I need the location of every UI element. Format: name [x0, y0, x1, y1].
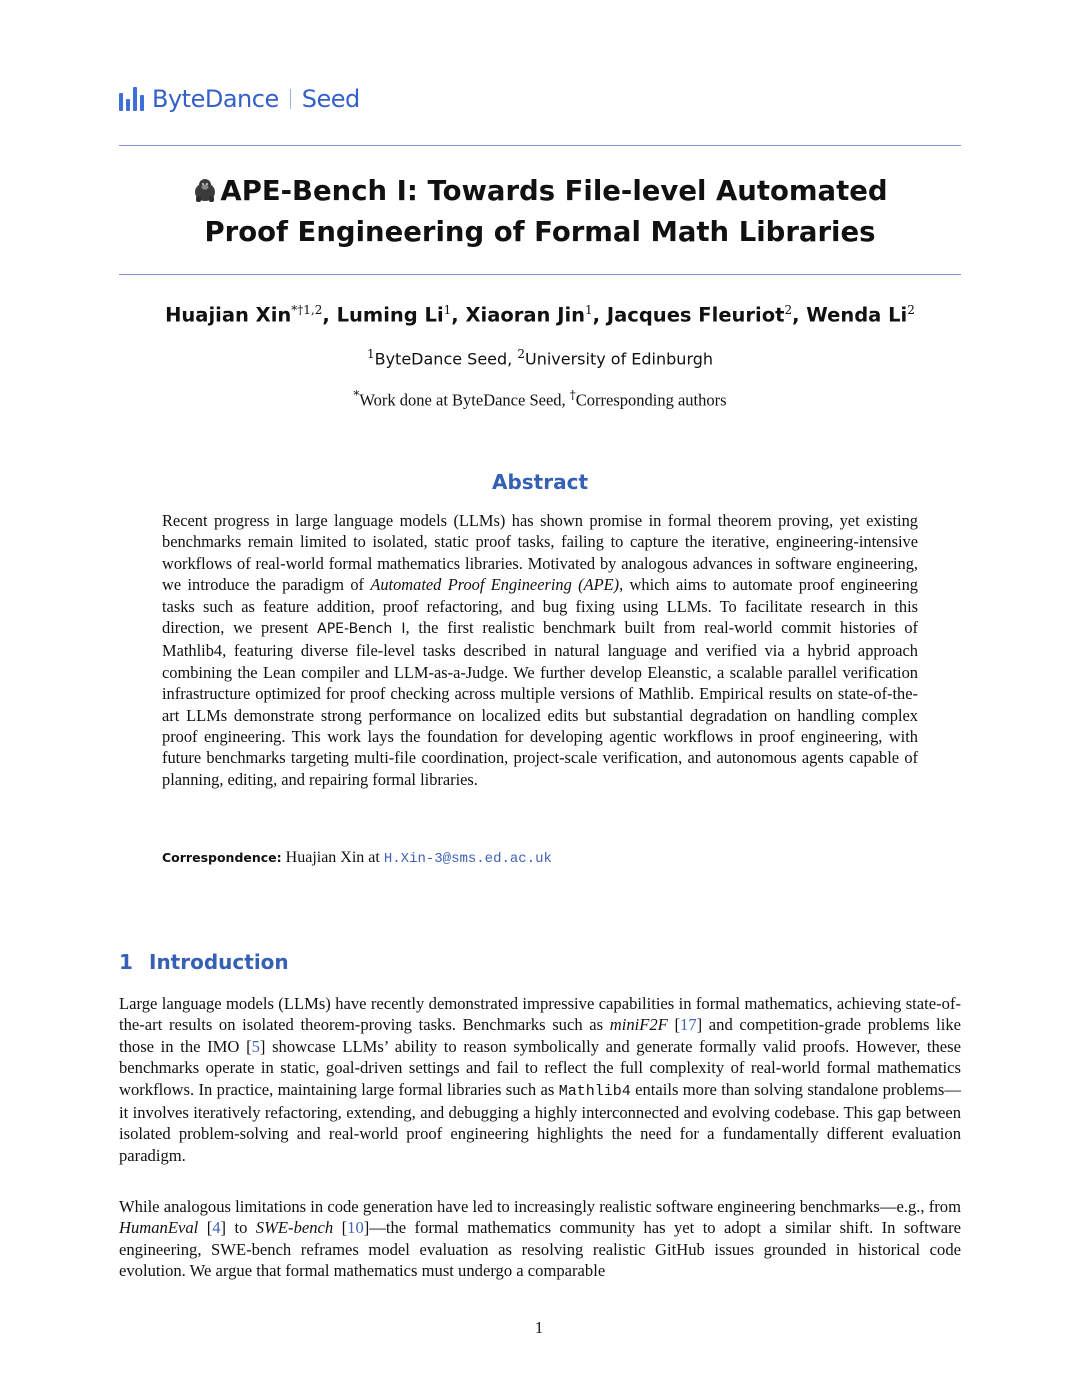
note-mark: *	[353, 388, 360, 402]
citation-link[interactable]: 4	[212, 1218, 221, 1238]
author-marks: 2	[907, 303, 915, 317]
author-name: Luming Li	[336, 303, 444, 327]
note-text: Work done at ByteDance Seed	[359, 390, 562, 410]
citation-link[interactable]: 17	[680, 1015, 697, 1035]
title-rule	[119, 274, 961, 275]
correspondence-email-link[interactable]: H.Xin-3@sms.ed.ac.uk	[383, 851, 552, 867]
code-text: Mathlib4	[558, 1082, 631, 1100]
author-marks: 2	[784, 303, 793, 317]
citation-link[interactable]: 10	[347, 1218, 364, 1238]
abstract-heading: Abstract	[491, 470, 589, 494]
author-marks: 1	[585, 303, 593, 317]
abstract-body	[162, 510, 918, 790]
section-heading	[119, 950, 289, 974]
body-paragraph: While analogous limitations in code generation have led to increasingly realistic software engineering benchmarks—e.g., from HumanEval [4] to SWE-bench [10]—the formal mathematics community has yet to adopt a similar shift. In software engineering, SWE-bench reframes model evaluation as resolving realistic GitHub issues grounded in historical code evolution. We argue that formal mathematics must undergo a comparable	[119, 1197, 961, 1281]
header-rule	[119, 145, 961, 146]
author-marks: 1	[443, 303, 452, 317]
title-line-1: APE-Bench I: Towards File-level Automated	[220, 175, 888, 207]
abstract-text: , the first realistic benchmark built from real-world commit histories of Mathlib4, featuring diverse file-level tasks described in natural language and verified via a hybrid approach combining the Lean compiler and LLM-as-a-Judge. We further develop Eleanstic, a scalable parallel verification infrastructure optimized for proof checking across multiple versions of Mathlib. Empirical results on state-of-the-art LLMs demonstrate strong performance on localized edits but substantial degradation on handling complex proof engineering. This work lays the foundation for developing agentic workflows in proof engineering, with future benchmarks targeting multi-file coordination, project-scale verification, and autonomous agents capable of planning, editing, and repairing formal libraries.	[162, 618, 918, 789]
logo-divider	[290, 89, 291, 109]
author-name: Huajian Xin	[165, 303, 292, 327]
author-name: Jacques Fleuriot	[606, 303, 785, 327]
benchmark-name: APE-Bench I	[317, 621, 406, 638]
affiliation-name: University of Edinburgh	[524, 349, 714, 369]
paragraph-emphasis: miniF2F	[609, 1015, 668, 1035]
abstract-emphasis: Automated Proof Engineering (APE)	[370, 575, 620, 595]
paragraph-text: and competition-grade problems like those in the IMO	[119, 1015, 961, 1056]
correspondence-label: Correspondence:	[162, 850, 282, 865]
title-line-2: Proof Engineering of Formal Math Libraries	[204, 216, 876, 248]
abstract-text: , which aims to automate proof engineering tasks such as feature addition, proof refactoring, and bug fixing using LLMs. To facilitate research in this direction, we present	[162, 575, 918, 638]
author-notes: *Work done at ByteDance Seed, †Corresponding authors	[353, 388, 727, 410]
citation-link[interactable]: 5	[251, 1036, 260, 1056]
affiliation-name: ByteDance Seed	[374, 349, 508, 369]
paragraph-text: to	[226, 1218, 256, 1238]
section-number: 1	[119, 950, 133, 974]
author-marks: *†1,2	[291, 303, 323, 317]
author-name: Xiaoran Jin	[465, 303, 586, 327]
paragraph-text: Large language models (LLMs) have recently demonstrated impressive capabilities in formal mathematics, achieving state-of-the-art results on isolated theorem-proving tasks. Benchmarks such as	[119, 994, 961, 1035]
section-title: Introduction	[149, 950, 289, 974]
logo-sub: Seed	[301, 85, 360, 113]
paragraph-text: While analogous limitations in code generation have led to increasingly realistic software engineering benchmarks—e.g., from	[119, 1197, 961, 1216]
correspondence	[162, 849, 918, 867]
bars-logo-icon	[119, 87, 144, 111]
paragraph-text: —the formal mathematics community has yet to adopt a similar shift. In software engineering, SWE-bench reframes model evaluation as resolving realistic GitHub issues grounded in historical code evolution. We argue that formal mathematics must undergo a comparable	[119, 1218, 961, 1281]
paper-title	[119, 172, 961, 251]
logo-brand: ByteDance	[152, 85, 279, 113]
page-number: 1	[534, 1318, 544, 1337]
paragraph-text: showcase LLMs’ ability to reason symbolically and generate formally valid proofs. However, these benchmarks operate in static, goal-driven settings and fail to reflect the full complexity of real-world formal mathematics workflows. In practice, maintaining large formal libraries such as	[119, 1036, 961, 1099]
bytedance-seed-logo	[119, 84, 360, 114]
note-text: Corresponding authors	[575, 390, 727, 410]
author-name: Wenda Li	[806, 303, 908, 327]
gorilla-icon	[192, 175, 218, 213]
affiliation-mark: 2	[517, 347, 525, 361]
note-mark: †	[569, 388, 576, 402]
paragraph-emphasis: HumanEval	[119, 1218, 199, 1238]
abstract-text: Recent progress in large language models (LLMs) has shown promise in formal theorem proving, yet existing benchmarks remain limited to isolated, static proof tasks, failing to capture the iterative, engineering-intensive workflows of real-world formal mathematics libraries. Motivated by analogous advances in software engineering, we introduce the paradigm of	[162, 511, 918, 595]
affiliations: $^1$ByteDance Seed, $^2$University of Edinburgh	[366, 347, 714, 369]
paragraph-emphasis: SWE-bench	[255, 1218, 334, 1238]
body-paragraph: Large language models (LLMs) have recently demonstrated impressive capabilities in formal mathematics, achieving state-of-the-art results on isolated theorem-proving tasks. Benchmarks such as miniF2F [17] and competition-grade problems like those in the IMO [5] showcase LLMs’ ability to reason symbolically and generate formally valid proofs. However, these benchmarks operate in static, goal-driven settings and fail to reflect the full complexity of real-world formal mathematics workflows. In practice, maintaining large formal libraries such as Mathlib4 entails more than solving standalone problems—it involves iteratively refactoring, extending, and debugging a highly interconnected and evolving codebase. This gap between isolated problem-solving and real-world proof engineering highlights the need for a fundamentally different evaluation paradigm.	[119, 994, 961, 1165]
paragraph-text: entails more than solving standalone problems—it involves iteratively refactoring, extending, and debugging a highly interconnected and evolving codebase. This gap between isolated problem-solving and real-world proof engineering highlights the need for a fundamentally different evaluation paradigm.	[119, 1079, 961, 1165]
affiliation-mark: 1	[366, 347, 375, 361]
author-list: Huajian Xin$^{*\dagger 1,2}$, Luming Li$^1$, Xiaoran Jin$^1$, Jacques Fleuriot$^2$, Wenda Li$^2$	[165, 303, 915, 327]
correspondence-text: Huajian Xin at	[285, 849, 380, 866]
